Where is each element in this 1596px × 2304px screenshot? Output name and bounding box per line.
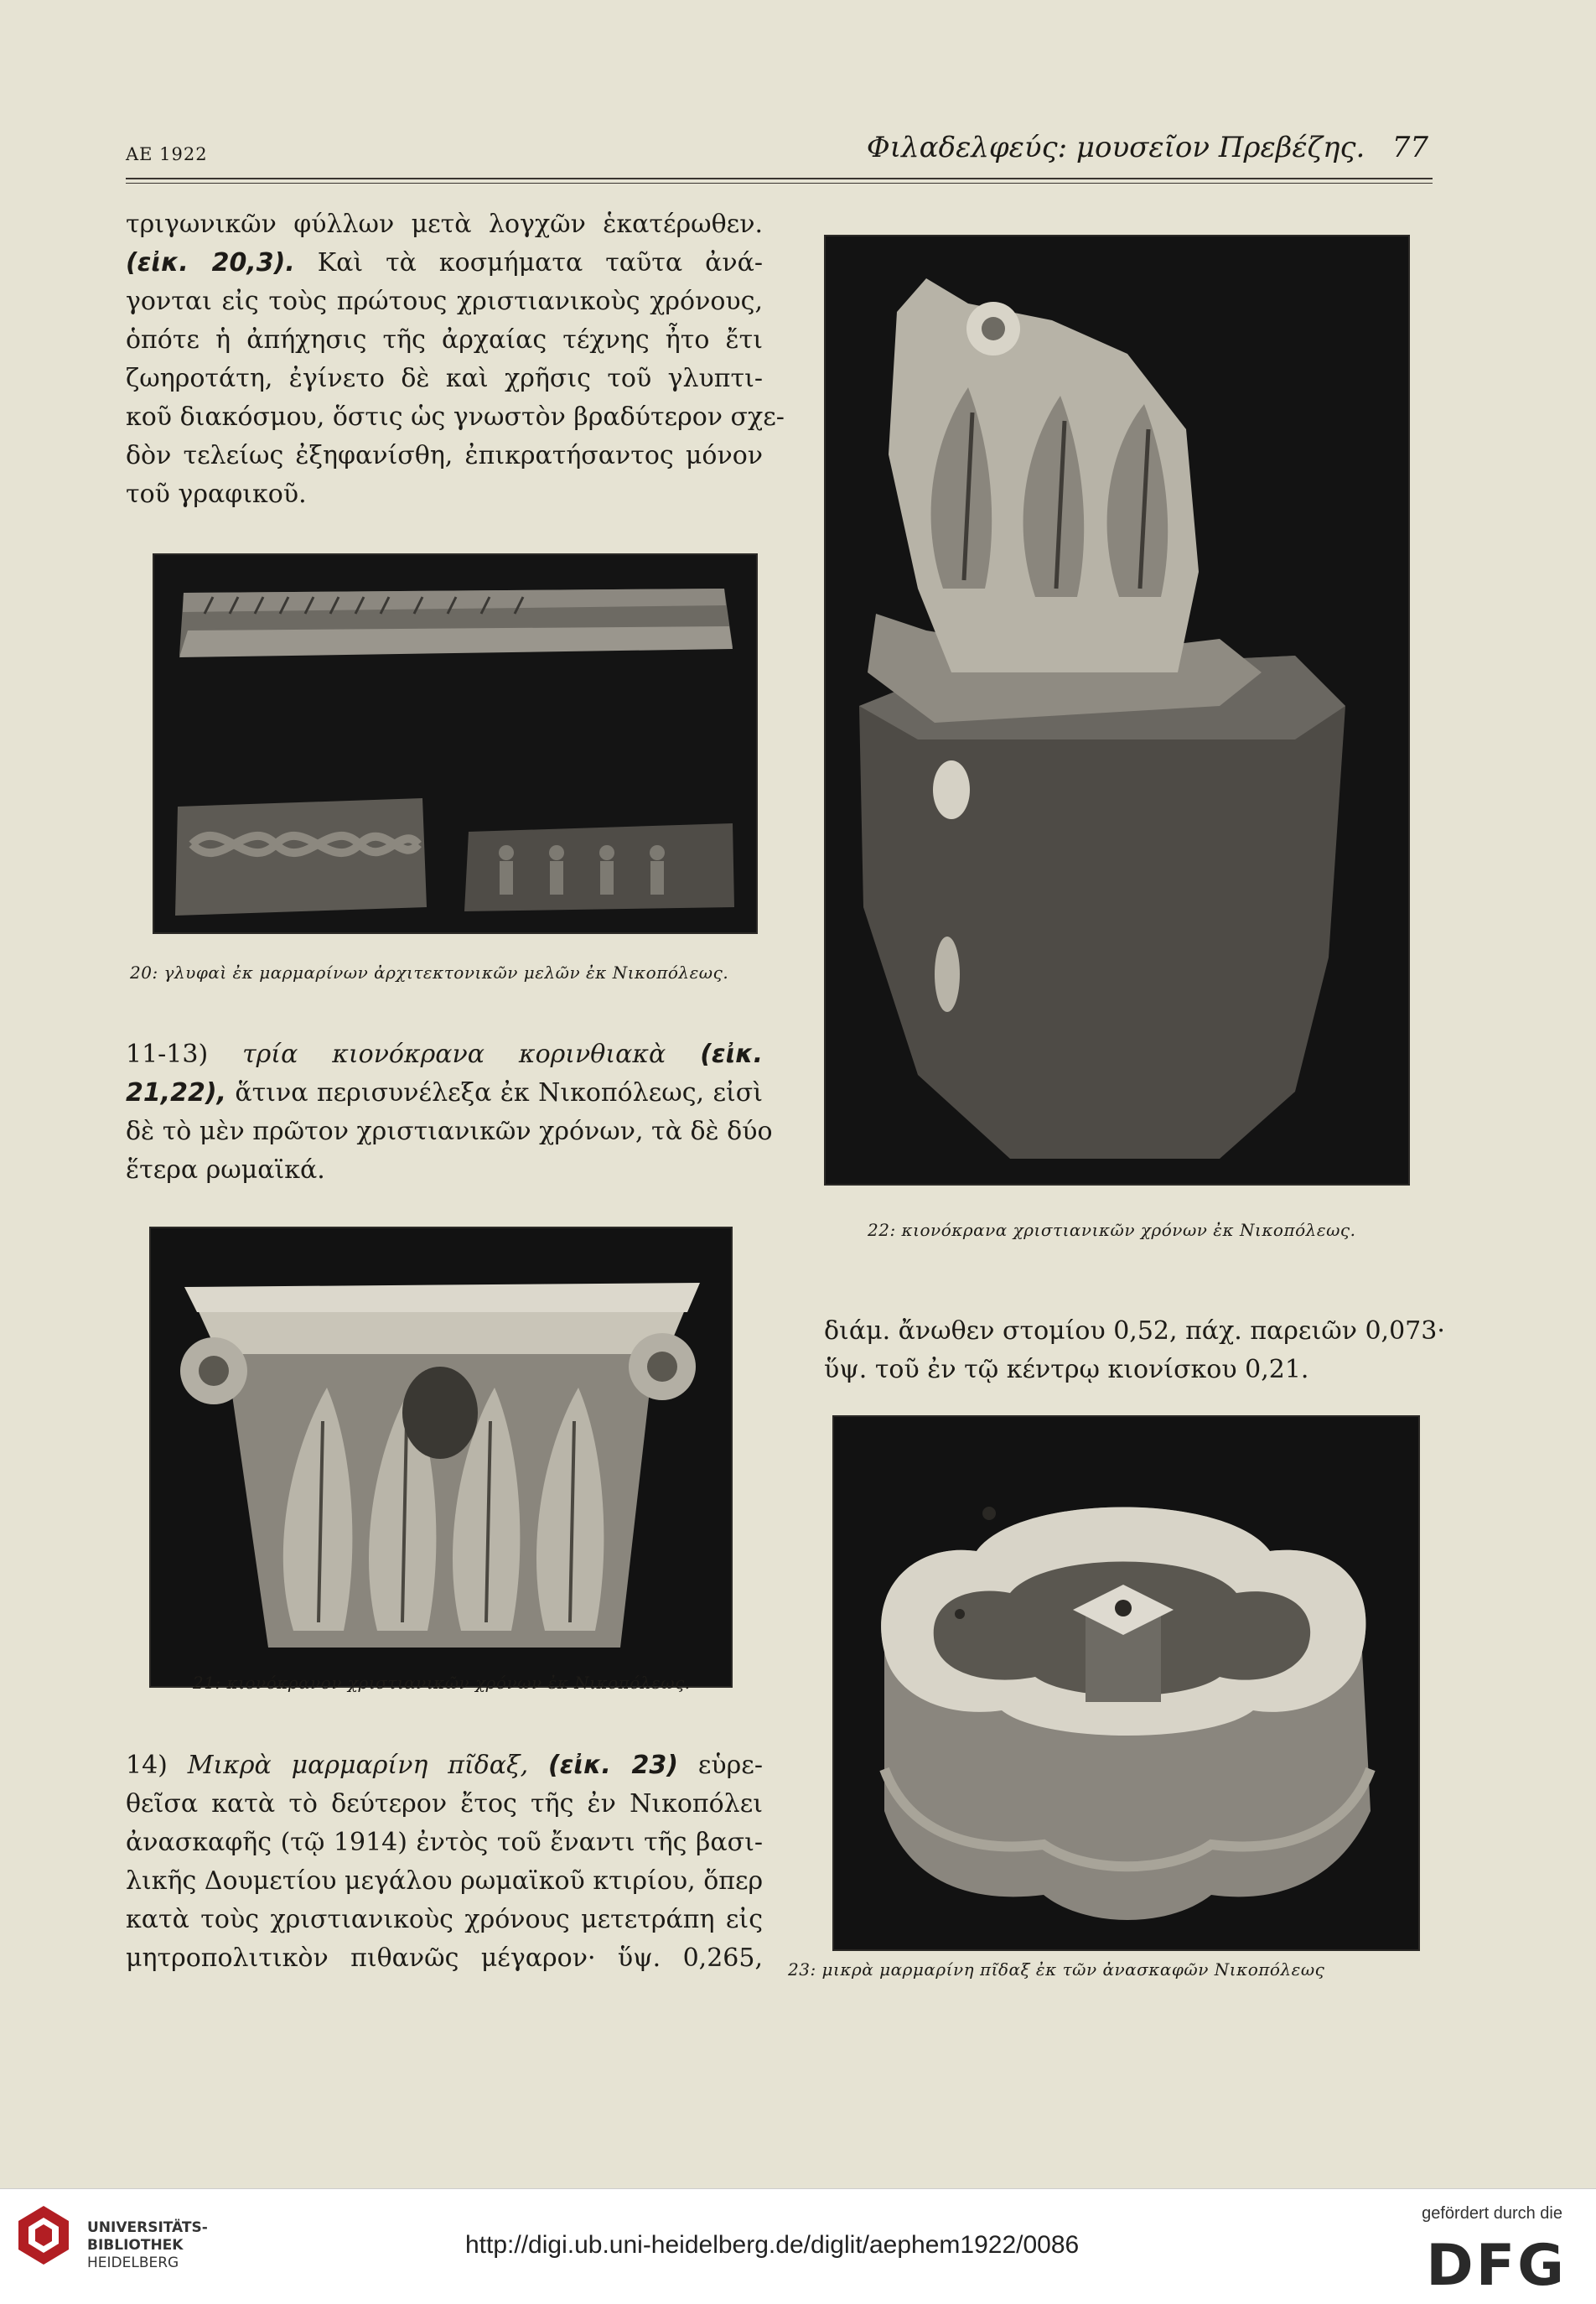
- text-line: θεῖσα κατὰ τὸ δεύτερον ἔτος τῆς ἐν Νικοπόλει: [126, 1789, 763, 1819]
- item-number: 14): [126, 1751, 168, 1780]
- text-line: ὁπότε ἡ ἀπήχησις τῆς ἀρχαίας τέχνης ἦτο ἔτι: [126, 325, 763, 355]
- paragraph-ornaments: [126, 205, 785, 514]
- journal-volume: ΑΕ 1922: [126, 144, 208, 164]
- running-title: [867, 131, 1428, 164]
- text-line: δὲ τὸ μὲν πρῶτον χριστιανικῶν χρόνων, τὰ δὲ δύο: [126, 1117, 773, 1146]
- figure-20-caption: 20: γλυφαὶ ἐκ μαρμαρίνων ἀρχιτεκτονικῶν μελῶν ἐκ Νικοπόλεως.: [130, 963, 729, 983]
- running-title-text: Φιλαδελφεύς: μουσεῖον Πρεβέζης.: [866, 131, 1365, 164]
- page-number: 77: [1391, 131, 1428, 164]
- figure-22-caption: 22: κιονόκρανα χριστιανικῶν χρόνων ἐκ Νικοπόλεως.: [868, 1220, 1356, 1240]
- figure-reference: (εἰκ. 23): [547, 1751, 679, 1780]
- figure-reference: (εἰκ.: [700, 1040, 763, 1069]
- library-name-line: HEIDELBERG: [87, 2255, 179, 2271]
- figure-23-photo: [832, 1415, 1420, 1951]
- text-line: [126, 1746, 763, 1785]
- library-name-line: BIBLIOTHEK: [87, 2237, 184, 2254]
- relief-fragments-image: [154, 555, 756, 932]
- library-name-line: UNIVERSITÄTS-: [87, 2219, 208, 2236]
- figure-23-caption: 23: μικρὰ μαρμαρίνη πῖδαξ ἐκ τῶν ἀνασκαφῶν Νικοπόλεως: [788, 1959, 1325, 1980]
- item-title: Μικρὰ μαρμαρίνη πῖδαξ,: [187, 1751, 529, 1780]
- capital-on-block-image: [826, 236, 1408, 1184]
- header-rule-thin: [126, 183, 1433, 184]
- university-library-name: [87, 2219, 208, 2272]
- text-line: μητροπολιτικὸν πιθανῶς μέγαρον· ὕψ. 0,265,: [126, 1943, 763, 1973]
- digitization-footer: [0, 2188, 1596, 2304]
- figure-20-photo: [153, 553, 758, 934]
- paragraph-dimensions: [824, 1312, 1445, 1389]
- corinthian-capital-image: [151, 1228, 731, 1686]
- item-title: τρία κιονόκρανα κορινθιακὰ: [242, 1040, 666, 1069]
- source-url-link[interactable]: http://digi.ub.uni-heidelberg.de/diglit/aephem1922/0086: [465, 2231, 1080, 2259]
- paragraph-capitals: [126, 1035, 773, 1190]
- item-number: 11-13): [126, 1040, 209, 1069]
- header-rule: [126, 178, 1433, 179]
- text-line: [126, 1074, 763, 1113]
- text-segment: ἅτινα περισυνέλεξα ἐκ Νικοπόλεως, εἰσὶ: [235, 1078, 763, 1108]
- figure-21-caption: 21: κιονόκρανον χριστιανικῶν χρόνων ἐκ Νικοπόλεως.: [193, 1673, 691, 1693]
- dfg-logo: DFG: [1426, 2233, 1567, 2299]
- text-segment: εὑρε-: [697, 1751, 763, 1780]
- university-library-logo-icon: [18, 2206, 69, 2265]
- text-line: ἕτερα ρωμαϊκά.: [126, 1155, 325, 1185]
- figure-21-photo: [149, 1227, 733, 1688]
- text-line: γονται εἰς τοὺς πρώτους χριστιανικοὺς χρόνους,: [126, 287, 763, 316]
- funding-label: gefördert durch die: [1422, 2204, 1562, 2223]
- figure-reference: (εἰκ. 20,3).: [126, 248, 295, 278]
- running-header: [126, 126, 1428, 176]
- figure-reference: 21,22),: [126, 1078, 226, 1108]
- text-segment: Καὶ τὰ κοσμήματα ταῦτα ἀνά-: [317, 248, 763, 278]
- text-line: [126, 244, 763, 283]
- text-line: κατὰ τοὺς χριστιανικοὺς χρόνους μετετράπη εἰς: [126, 1905, 763, 1934]
- figure-22-photo: [824, 235, 1410, 1186]
- text-line: τοῦ γραφικοῦ.: [126, 480, 307, 509]
- marble-fountain-image: [834, 1417, 1418, 1949]
- text-line: λικῆς Δουμετίου μεγάλου ρωμαϊκοῦ κτιρίου, ὅπερ: [126, 1866, 764, 1896]
- text-line: κοῦ διακόσμου, ὅστις ὡς γνωστὸν βραδύτερον σχε-: [126, 402, 785, 432]
- text-line: τριγωνικῶν φύλλων μετὰ λογχῶν ἑκατέρωθεν.: [126, 210, 763, 239]
- text-line: ἀνασκαφῆς (τῷ 1914) ἐντὸς τοῦ ἔναντι τῆς βασι-: [126, 1828, 763, 1857]
- text-line: διάμ. ἄνωθεν στομίου 0,52, πάχ. παρειῶν 0,073·: [824, 1316, 1445, 1346]
- text-line: δὸν τελείως ἐξηφανίσθη, ἐπικρατήσαντος μόνον: [126, 441, 763, 470]
- text-line: ὕψ. τοῦ ἐν τῷ κέντρῳ κιονίσκου 0,21.: [824, 1355, 1309, 1384]
- text-line: ζωηροτάτη, ἐγίνετο δὲ καὶ χρῆσις τοῦ γλυπτι-: [126, 364, 763, 393]
- paragraph-fountain: [126, 1746, 763, 1978]
- text-line: [126, 1035, 763, 1074]
